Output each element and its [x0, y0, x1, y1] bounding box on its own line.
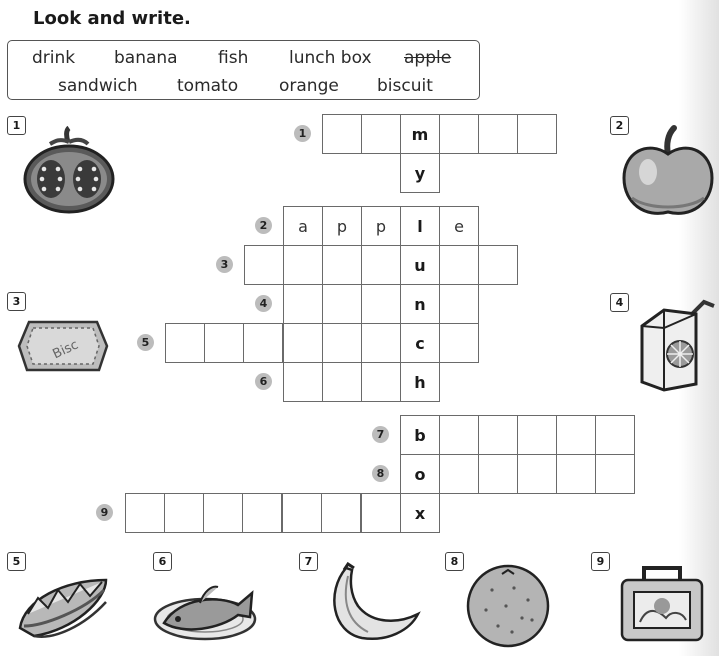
crossword-cell[interactable] [322, 323, 362, 363]
word-tomato: tomato [177, 76, 239, 96]
page-title: Look and write. [33, 8, 191, 29]
crossword-cell[interactable] [361, 362, 401, 402]
crossword-cell[interactable] [478, 454, 518, 494]
clue-number: 9 [96, 504, 113, 521]
fish-icon [150, 565, 260, 647]
crossword-cell[interactable] [283, 323, 323, 363]
crossword-cell[interactable] [283, 362, 323, 402]
clue-number: 8 [372, 465, 389, 482]
crossword-cell[interactable] [322, 114, 362, 154]
crossword-cell[interactable] [361, 323, 401, 363]
crossword-cell[interactable] [361, 284, 401, 324]
key-letter-cell: o [400, 454, 440, 494]
crossword-cell[interactable] [478, 114, 518, 154]
crossword-cell[interactable] [322, 362, 362, 402]
crossword-cell[interactable] [439, 245, 479, 285]
biscuit-label: Bisc [50, 337, 81, 363]
picture-number: 4 [610, 293, 629, 312]
crossword-cell[interactable] [322, 245, 362, 285]
key-letter-cell: l [400, 206, 440, 246]
clue-number: 6 [255, 373, 272, 390]
picture-number: 2 [610, 116, 629, 135]
word-lunch-box: lunch box [289, 48, 372, 68]
sandwich-icon [14, 570, 114, 642]
picture-number: 7 [299, 552, 318, 571]
crossword-cell[interactable] [283, 245, 323, 285]
crossword-cell[interactable] [125, 493, 165, 533]
crossword-cell[interactable] [439, 323, 479, 363]
crossword-cell[interactable] [203, 493, 243, 533]
key-letter-cell: c [400, 323, 440, 363]
picture-number: 9 [591, 552, 610, 571]
crossword-cell[interactable] [361, 114, 401, 154]
word-apple: apple [404, 48, 452, 68]
crossword-cell[interactable] [361, 493, 401, 533]
drink-carton-icon [634, 298, 718, 394]
word-bank [7, 40, 480, 100]
picture-number: 8 [445, 552, 464, 571]
crossword-cell[interactable] [439, 284, 479, 324]
lunch-box-icon [614, 560, 710, 646]
crossword-cell[interactable] [439, 454, 479, 494]
banana-icon [318, 562, 422, 646]
word-fish: fish [218, 48, 249, 68]
clue-number: 2 [255, 217, 272, 234]
crossword-cell[interactable] [478, 245, 518, 285]
crossword-cell[interactable] [439, 415, 479, 455]
clue-number: 1 [294, 125, 311, 142]
word-biscuit: biscuit [377, 76, 433, 96]
picture-number: 1 [7, 116, 26, 135]
crossword-cell[interactable] [517, 114, 557, 154]
tomato-icon [22, 124, 117, 216]
answer-letter-cell: p [361, 206, 401, 246]
crossword-cell[interactable] [243, 323, 283, 363]
crossword-cell[interactable] [282, 493, 322, 533]
clue-number: 7 [372, 426, 389, 443]
key-letter-cell: m [400, 114, 440, 154]
crossword-cell[interactable] [283, 284, 323, 324]
crossword-cell[interactable] [595, 415, 635, 455]
crossword-cell[interactable] [321, 493, 361, 533]
crossword-cell[interactable] [164, 493, 204, 533]
key-letter-cell: y [400, 153, 440, 193]
key-letter-cell: u [400, 245, 440, 285]
crossword-cell[interactable] [242, 493, 282, 533]
word-sandwich: sandwich [58, 76, 138, 96]
clue-number: 3 [216, 256, 233, 273]
picture-number: 6 [153, 552, 172, 571]
clue-number: 4 [255, 295, 272, 312]
crossword-cell[interactable] [204, 323, 244, 363]
crossword-cell[interactable] [165, 323, 205, 363]
crossword-cell[interactable] [361, 245, 401, 285]
crossword-cell[interactable] [556, 415, 596, 455]
picture-number: 3 [7, 292, 26, 311]
answer-letter-cell: e [439, 206, 479, 246]
word-banana: banana [114, 48, 178, 68]
crossword-cell[interactable] [244, 245, 284, 285]
crossword-cell[interactable] [595, 454, 635, 494]
orange-icon [462, 560, 554, 648]
word-drink: drink [32, 48, 76, 68]
key-letter-cell: n [400, 284, 440, 324]
word-orange: orange [279, 76, 339, 96]
apple-icon [618, 124, 718, 222]
crossword-cell[interactable] [322, 284, 362, 324]
crossword-cell[interactable] [439, 114, 479, 154]
biscuit-icon [13, 316, 113, 378]
key-letter-cell: x [400, 493, 440, 533]
clue-number: 5 [137, 334, 154, 351]
key-letter-cell: b [400, 415, 440, 455]
crossword-cell[interactable] [556, 454, 596, 494]
crossword-cell[interactable] [517, 415, 557, 455]
crossword-cell[interactable] [517, 454, 557, 494]
answer-letter-cell: p [322, 206, 362, 246]
answer-letter-cell: a [283, 206, 323, 246]
crossword-cell[interactable] [478, 415, 518, 455]
picture-number: 5 [7, 552, 26, 571]
key-letter-cell: h [400, 362, 440, 402]
